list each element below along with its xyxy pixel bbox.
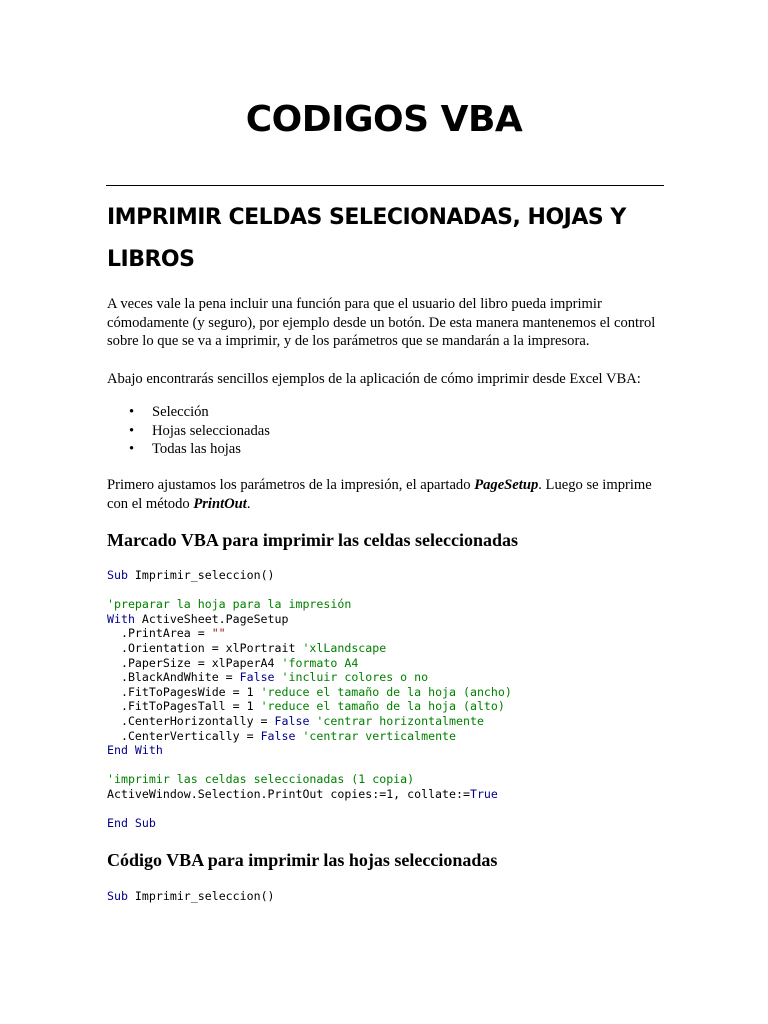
code-token: "" xyxy=(211,626,226,641)
code-token: .BlackAndWhite = xyxy=(107,670,240,685)
code-block-sheets xyxy=(107,889,275,904)
code-token: .PrintArea = xyxy=(107,626,212,641)
code-token: End Sub xyxy=(107,816,156,831)
code-token: 'incluir colores o no xyxy=(281,670,429,685)
code-token: True xyxy=(469,786,498,801)
code-line xyxy=(107,685,512,699)
code-token xyxy=(275,670,282,684)
code-token: 'preparar la hoja para la impresión xyxy=(107,597,352,612)
code-token: ActiveWindow.Selection.PrintOut copies:=1, collate:= xyxy=(107,786,470,801)
pagesetup-term: PageSetup xyxy=(474,477,539,493)
code-token: 'xlLandscape xyxy=(302,640,387,655)
bullet-icon: • xyxy=(129,422,135,439)
list-item xyxy=(107,422,270,441)
code-token: .CenterVertically = xyxy=(107,728,261,743)
params-text-1: Primero ajustamos los parámetros de la impresión, el apartado xyxy=(107,477,475,493)
code-token: 'imprimir las celdas seleccionadas (1 copia) xyxy=(107,772,415,787)
code-line xyxy=(107,656,358,670)
code-token: 'centrar horizontalmente xyxy=(316,713,484,728)
list-item-label: Hojas seleccionadas xyxy=(152,422,270,439)
code-line xyxy=(107,568,275,582)
code-token: .FitToPagesWide = 1 xyxy=(107,684,261,699)
code-line xyxy=(107,641,386,655)
bullet-icon: • xyxy=(129,441,135,457)
list-item-label: Selección xyxy=(152,404,209,420)
parameters-paragraph xyxy=(107,476,667,513)
code-line xyxy=(107,597,351,611)
code-line xyxy=(107,626,226,640)
code-token: .Orientation = xlPortrait xyxy=(107,640,303,655)
list-item xyxy=(107,403,270,422)
code-line xyxy=(107,699,505,713)
params-text-3: . xyxy=(246,495,251,512)
code-line xyxy=(107,889,275,903)
code-token: Sub xyxy=(107,568,128,582)
section-heading: IMPRIMIR CELDAS SELECIONADAS, HOJAS Y LIBROS xyxy=(107,205,626,272)
code-token: .PaperSize = xlPaperA4 xyxy=(107,655,282,670)
code-token: False xyxy=(260,728,296,743)
code-line xyxy=(107,729,456,743)
lead-paragraph: Abajo encontrarás sencillos ejemplos de la aplicación de cómo imprimir desde Excel VBA: xyxy=(107,371,641,387)
subheading-selection: Marcado VBA para imprimir las celdas seleccionadas xyxy=(107,530,518,550)
title-divider xyxy=(106,185,664,186)
code-token: Imprimir_seleccion() xyxy=(127,568,275,582)
code-line xyxy=(107,787,498,801)
code-token: 'reduce el tamaño de la hoja (alto) xyxy=(260,699,505,714)
printout-term: PrintOut xyxy=(193,495,247,512)
list-item-label: Todas las hojas xyxy=(152,441,241,457)
intro-paragraph: A veces vale la pena incluir una función para que el usuario del libro pueda imprimir cómodamente (y seguro), por ejemplo desde un botón. De esta manera mantenemos el control sobre lo que se va a imprimir, y de los parámetros que se mandarán a la impresora. xyxy=(107,296,656,349)
code-token: 'formato A4 xyxy=(281,655,359,670)
print-options-list xyxy=(107,403,270,459)
code-token: ActiveSheet.PageSetup xyxy=(134,611,289,626)
subheading-sheets: Código VBA para imprimir las hojas seleccionadas xyxy=(107,850,498,870)
code-token: False xyxy=(274,713,310,728)
code-token: Imprimir_seleccion() xyxy=(127,889,275,903)
params-text-2: . Luego se imprime con el método xyxy=(107,477,652,512)
code-line xyxy=(107,670,428,684)
code-token: .CenterHorizontally = xyxy=(107,713,275,728)
code-token: .FitToPagesTall = 1 xyxy=(107,699,261,714)
code-line xyxy=(107,714,484,728)
code-token: With xyxy=(107,611,135,626)
list-item xyxy=(107,440,270,459)
code-token: 'reduce el tamaño de la hoja (ancho) xyxy=(260,684,512,699)
code-line xyxy=(107,772,414,786)
code-token: Sub xyxy=(107,889,128,903)
code-line xyxy=(107,743,163,757)
code-block-selection xyxy=(107,568,512,831)
code-token: End With xyxy=(107,743,163,758)
code-line xyxy=(107,612,288,626)
document-title: CODIGOS VBA xyxy=(245,99,523,140)
bullet-icon: • xyxy=(129,404,135,420)
code-line xyxy=(107,816,156,830)
code-token: 'centrar verticalmente xyxy=(302,728,457,743)
code-token: False xyxy=(239,670,275,685)
